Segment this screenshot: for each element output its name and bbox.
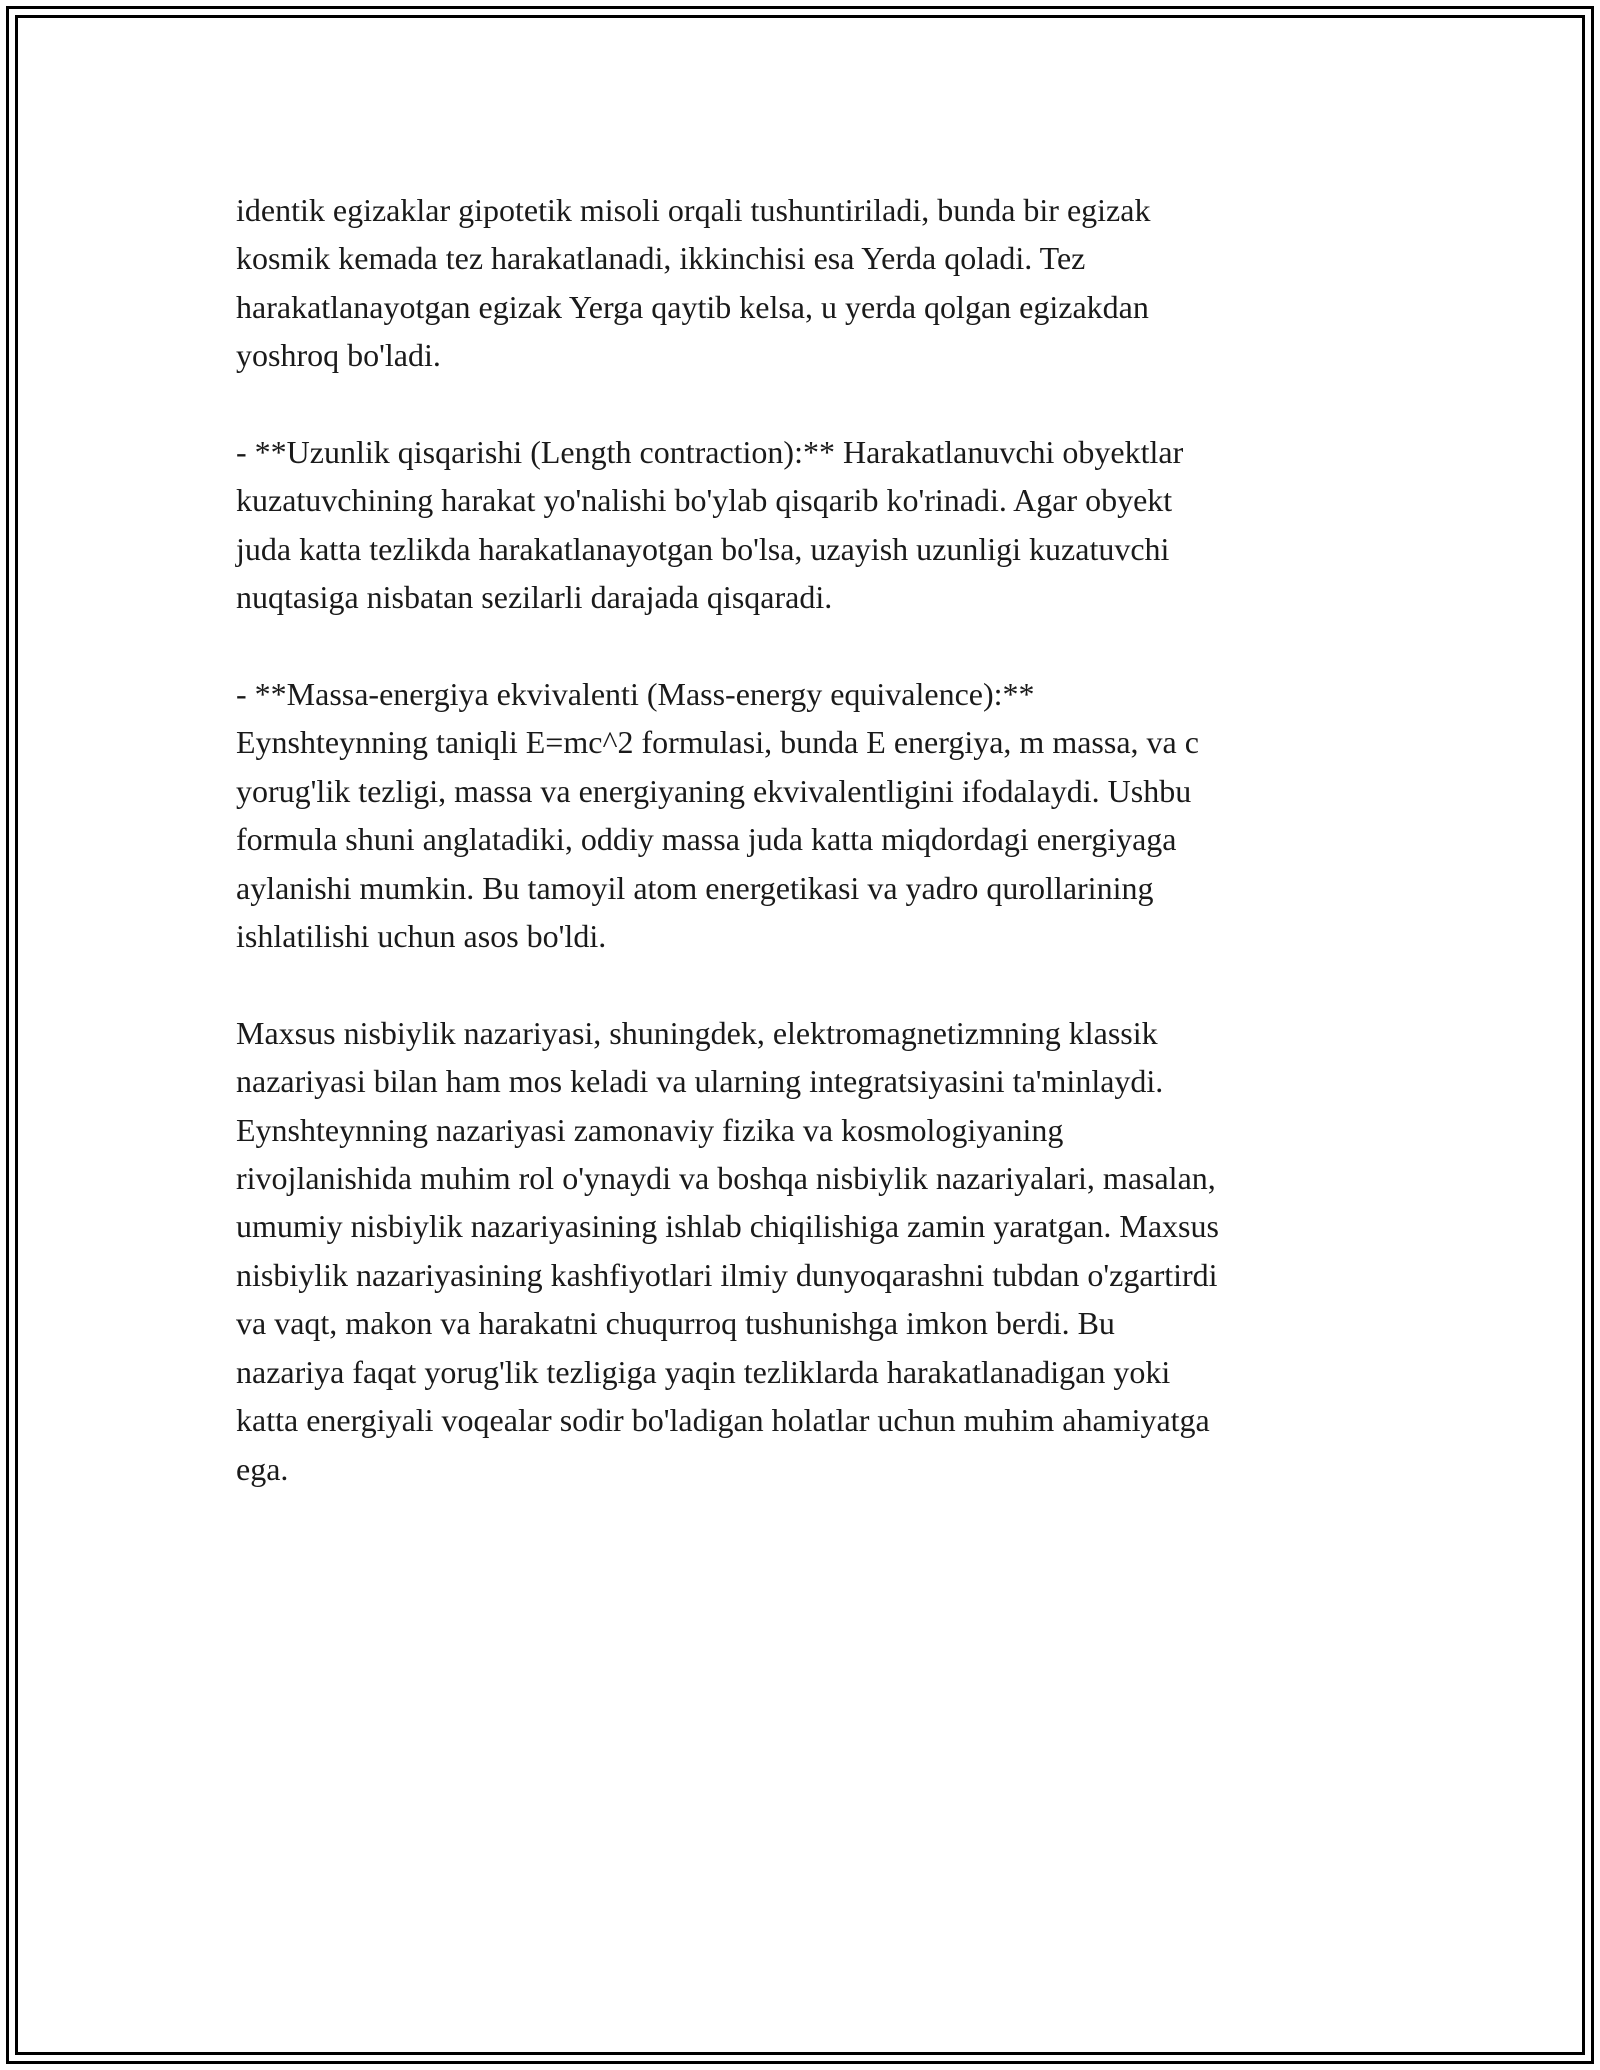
text-line: - **Uzunlik qisqarishi (Length contraction):** Harakatlanuvchi obyektlar <box>236 434 1184 471</box>
document-body <box>236 186 1386 1541</box>
text-line: nuqtasiga nisbatan sezilarli darajada qisqaradi. <box>236 579 833 616</box>
text-line: nazariyasi bilan ham mos keladi va ularning integratsiyasini ta'minlaydi. <box>236 1063 1164 1100</box>
paragraph-twin-paradox <box>236 186 1386 380</box>
text-line: katta energiyali voqealar sodir bo'ladigan holatlar uchun muhim ahamiyatga <box>236 1402 1210 1439</box>
text-line: kuzatuvchining harakat yo'nalishi bo'ylab qisqarib ko'rinadi. Agar obyekt <box>236 482 1173 519</box>
paragraph-length-contraction <box>236 428 1386 622</box>
text-line: yorug'lik tezligi, massa va energiyaning ekvivalentligini ifodalaydi. Ushbu <box>236 772 1192 809</box>
paragraph-conclusion <box>236 1009 1386 1493</box>
text-line: ega. <box>236 1450 289 1487</box>
text-line: identik egizaklar gipotetik misoli orqali tushuntiriladi, bunda bir egizak <box>236 192 1151 228</box>
text-line: ishlatilishi uchun asos bo'ldi. <box>236 918 607 955</box>
text-line: yoshroq bo'ladi. <box>236 337 441 374</box>
text-line: rivojlanishida muhim rol o'ynaydi va boshqa nisbiylik nazariyalari, masalan, <box>236 1160 1216 1197</box>
text-line: va vaqt, makon va harakatni chuqurroq tushunishga imkon berdi. Bu <box>236 1305 1115 1342</box>
text-line: kosmik kemada tez harakatlanadi, ikkinchisi esa Yerda qoladi. Tez <box>236 240 1086 277</box>
text-line: nisbiylik nazariyasining kashfiyotlari ilmiy dunyoqarashni tubdan o'zgartirdi <box>236 1256 1218 1293</box>
text-line: Eynshteynning taniqli E=mc^2 formulasi, bunda E energiya, m massa, va c <box>236 724 1199 761</box>
text-line: aylanishi mumkin. Bu tamoyil atom energetikasi va yadro qurollarining <box>236 869 1154 906</box>
text-line: harakatlanayotgan egizak Yerga qaytib kelsa, u yerda qolgan egizakdan <box>236 288 1149 325</box>
text-line: umumiy nisbiylik nazariyasining ishlab chiqilishiga zamin yaratgan. Maxsus <box>236 1208 1219 1245</box>
text-line: - **Massa-energiya ekvivalenti (Mass-energy equivalence):** <box>236 676 1035 713</box>
text-line: nazariya faqat yorug'lik tezligiga yaqin tezliklarda harakatlanadigan yoki <box>236 1353 1171 1390</box>
text-line: juda katta tezlikda harakatlanayotgan bo'lsa, uzayish uzunligi kuzatuvchi <box>236 530 1170 567</box>
text-line: Maxsus nisbiylik nazariyasi, shuningdek, elektromagnetizmning klassik <box>236 1014 1158 1051</box>
paragraph-mass-energy <box>236 670 1386 960</box>
text-line: Eynshteynning nazariyasi zamonaviy fizika va kosmologiyaning <box>236 1111 1064 1148</box>
text-line: formula shuni anglatadiki, oddiy massa juda katta miqdordagi energiyaga <box>236 821 1177 858</box>
